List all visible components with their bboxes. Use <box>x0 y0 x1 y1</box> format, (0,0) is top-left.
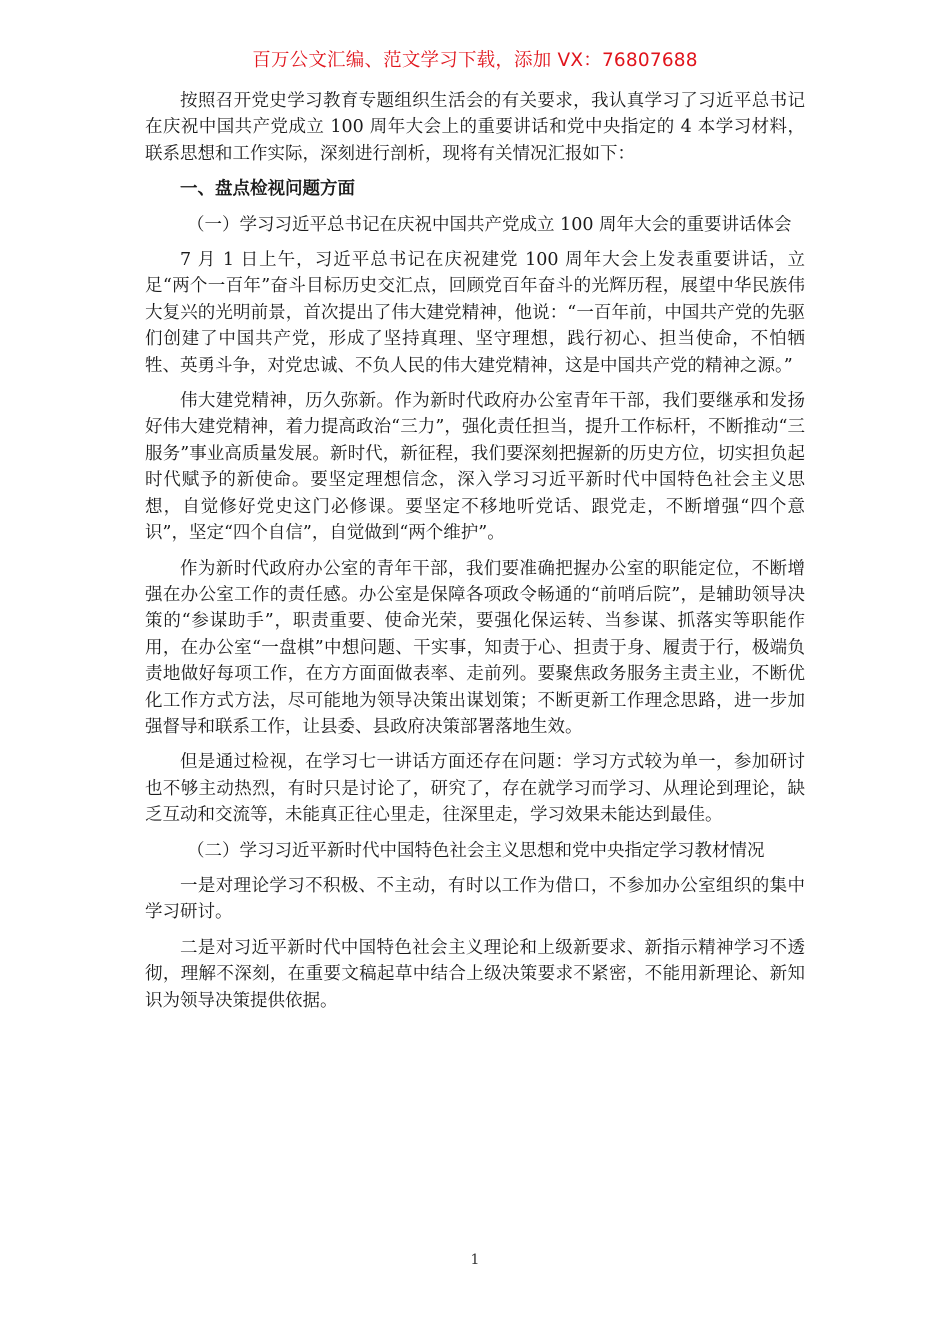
subsection-heading: （二）学习习近平新时代中国特色社会主义思想和党中央指定学习教材情况 <box>187 840 765 861</box>
watermark-header: 百万公文汇编、范文学习下载，添加 VX：76807688 <box>252 50 698 71</box>
page-number: 1 <box>470 1252 480 1268</box>
body-paragraph: 但是通过检视，在学习七一讲话方面还存在问题：学习方式较为单一，参加研讨也不够主动热烈，有时只是讨论了，研究了，存在就学习而学习、从理论到理论，缺乏互动和交流等，未能真正往心里走，往深里走，学习效果未能达到最佳。 <box>145 752 805 826</box>
document-body <box>145 88 805 1023</box>
intro-paragraph: 按照召开党史学习教育专题组织生活会的有关要求，我认真学习了习近平总书记在庆祝中国共产党成立 100 周年大会上的重要讲话和党中央指定的 4 本学习材料，联系思想和工作实际，深刻进行剖析，现将有关情况汇报如下： <box>145 91 805 164</box>
body-paragraph: 7 月 1 日上午，习近平总书记在庆祝建党 100 周年大会上发表重要讲话，立足“两个一百年”奋斗目标历史交汇点，回顾党百年奋斗的光辉历程，展望中华民族伟大复兴的光明前景，首次提出了伟大建党精神，他说：“一百年前，中国共产党的先驱们创建了中国共产党，形成了坚持真理、坚守理想，践行初心、担当使命，不怕牺牲、英勇斗争，对党忠诚、不负人民的伟大建党精神，这是中国共产党的精神之源。” <box>145 250 805 376</box>
body-paragraph: 二是对习近平新时代中国特色社会主义理论和上级新要求、新指示精神学习不透彻，理解不深刻，在重要文稿起草中结合上级决策要求不紧密，不能用新理论、新知识为领导决策提供依据。 <box>145 937 805 1011</box>
section-heading: 一、盘点检视问题方面 <box>180 179 355 200</box>
body-paragraph: 作为新时代政府办公室的青年干部，我们要准确把握办公室的职能定位，不断增强在办公室工作的责任感。办公室是保障各项政令畅通的“前哨后院”，是辅助领导决策的“参谋助手”，职责重要、使命光荣，要强化保运转、当参谋、抓落实等职能作用，在办公室“一盘棋”中想问题、干实事，知责于心、担责于身、履责于行，极端负责地做好每项工作，在方方面面做表率、走前列。要聚焦政务服务主责主业，不断优化工作方式方法，尽可能地为领导决策出谋划策；不断更新工作理念思路，进一步加强督导和联系工作，让县委、县政府决策部署落地生效。 <box>145 558 805 737</box>
subsection-heading: （一）学习习近平总书记在庆祝中国共产党成立 100 周年大会的重要讲话体会 <box>187 214 792 235</box>
body-paragraph: 伟大建党精神，历久弥新。作为新时代政府办公室青年干部，我们要继承和发扬好伟大建党精神，着力提高政治“三力”，强化责任担当，提升工作标杆，不断推动“三服务”事业高质量发展。新时代，新征程，我们要深刻把握新的历史方位，切实担负起时代赋予的新使命。要坚定理想信念，深入学习习近平新时代中国特色社会主义思想，自觉修好党史这门必修课。要坚定不移地听党话、跟党走，不断增强“四个意识”，坚定“四个自信”，自觉做到“两个维护”。 <box>145 391 805 544</box>
body-paragraph: 一是对理论学习不积极、不主动，有时以工作为借口，不参加办公室组织的集中学习研讨。 <box>145 875 805 923</box>
